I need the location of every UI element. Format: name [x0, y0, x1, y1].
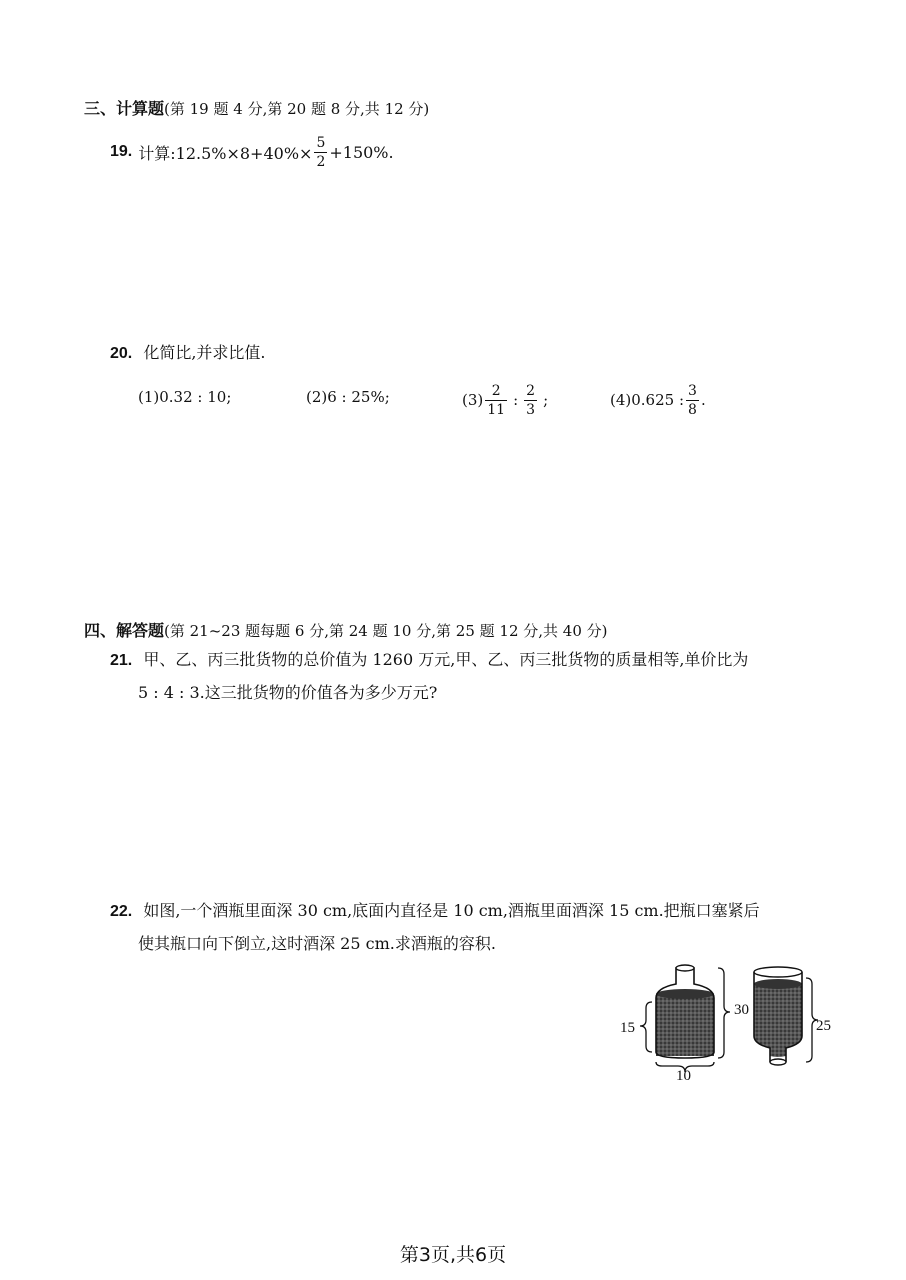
part-3-fraction-1 [485, 384, 507, 417]
inverted-wine-surface [754, 979, 802, 989]
section-3-heading [84, 96, 429, 119]
section-4-heading [84, 618, 608, 641]
part-3-fraction-2 [524, 384, 537, 417]
part-4-end: . [700, 391, 706, 409]
brace-15 [640, 1002, 652, 1052]
label-10: 10 [676, 1068, 691, 1084]
question-20-part-3 [462, 378, 548, 422]
part-3-end: ; [543, 391, 549, 409]
question-22-number: 22. [110, 903, 133, 920]
part-3-prefix: (3) [462, 391, 484, 409]
question-21-line-1 [110, 644, 830, 677]
inverted-bottle-mouth [770, 1059, 786, 1065]
part-4-fraction [686, 384, 699, 417]
label-25: 25 [816, 1018, 831, 1034]
fraction-denominator: 11 [487, 401, 506, 418]
fraction-numerator: 5 [316, 134, 326, 151]
question-19-number: 19. [110, 143, 133, 160]
inverted-bottle-top [754, 967, 802, 977]
question-22-text-1: 如图,一个酒瓶里面深 30 cm,底面内直径是 10 cm,酒瓶里面酒深 15 cm.把瓶口塞紧后 [143, 901, 760, 920]
question-19-suffix: +150%. [329, 142, 394, 162]
question-22-line-1 [110, 895, 850, 928]
upright-wine-surface [656, 989, 714, 999]
question-22 [110, 895, 850, 960]
page-footer: 第3页,共6页 [399, 1244, 507, 1266]
section-4-title: 四、解答题 [84, 621, 165, 640]
fraction-denominator: 2 [316, 153, 326, 170]
question-21-text-2: 5 : 4 : 3.这三批货物的价值各为多少万元? [138, 683, 438, 702]
fraction-denominator: 8 [688, 401, 697, 418]
question-22-text-2: 使其瓶口向下倒立,这时酒深 25 cm.求酒瓶的容积. [138, 934, 496, 953]
fraction-numerator: 2 [526, 382, 536, 399]
question-20-part-2: (2)6 : 25%; [306, 388, 390, 406]
upright-wine-fill [656, 994, 714, 1056]
question-19 [110, 132, 394, 172]
question-20-number: 20. [110, 345, 133, 362]
upright-bottle [656, 965, 714, 1058]
section-3-title: 三、计算题 [84, 99, 165, 118]
question-19-fraction [314, 136, 327, 169]
upright-bottle-mouth [676, 965, 694, 971]
question-19-prefix: 计算:12.5%×8+40%× [138, 143, 313, 163]
fraction-numerator: 3 [688, 382, 697, 399]
part-4-prefix: (4)0.625 : [610, 391, 685, 409]
label-30: 30 [734, 1002, 749, 1018]
section-3-note: (第 19 题 4 分,第 20 题 8 分,共 12 分) [164, 100, 430, 118]
inverted-bottle [754, 967, 802, 1065]
bottle-figure [620, 958, 840, 1084]
inverted-wine-fill [754, 984, 802, 1057]
brace-30 [718, 968, 730, 1058]
question-20-text: 化简比,并求比值. [143, 343, 266, 362]
question-20-part-1: (1)0.32 : 10; [138, 388, 232, 406]
question-21-text-1: 甲、乙、丙三批货物的总价值为 1260 万元,甲、乙、丙三批货物的质量相等,单价比为 [143, 650, 749, 669]
fraction-denominator: 3 [526, 401, 536, 418]
question-20-part-4 [610, 378, 706, 422]
question-21-number: 21. [110, 652, 133, 669]
section-4-note: (第 21~23 题每题 6 分,第 24 题 10 分,第 25 题 12 分,共 40 分) [164, 622, 608, 640]
label-15: 15 [620, 1020, 635, 1036]
question-20 [110, 340, 266, 363]
question-21 [110, 644, 830, 709]
part-3-separator: : [513, 391, 519, 409]
fraction-numerator: 2 [485, 384, 507, 401]
